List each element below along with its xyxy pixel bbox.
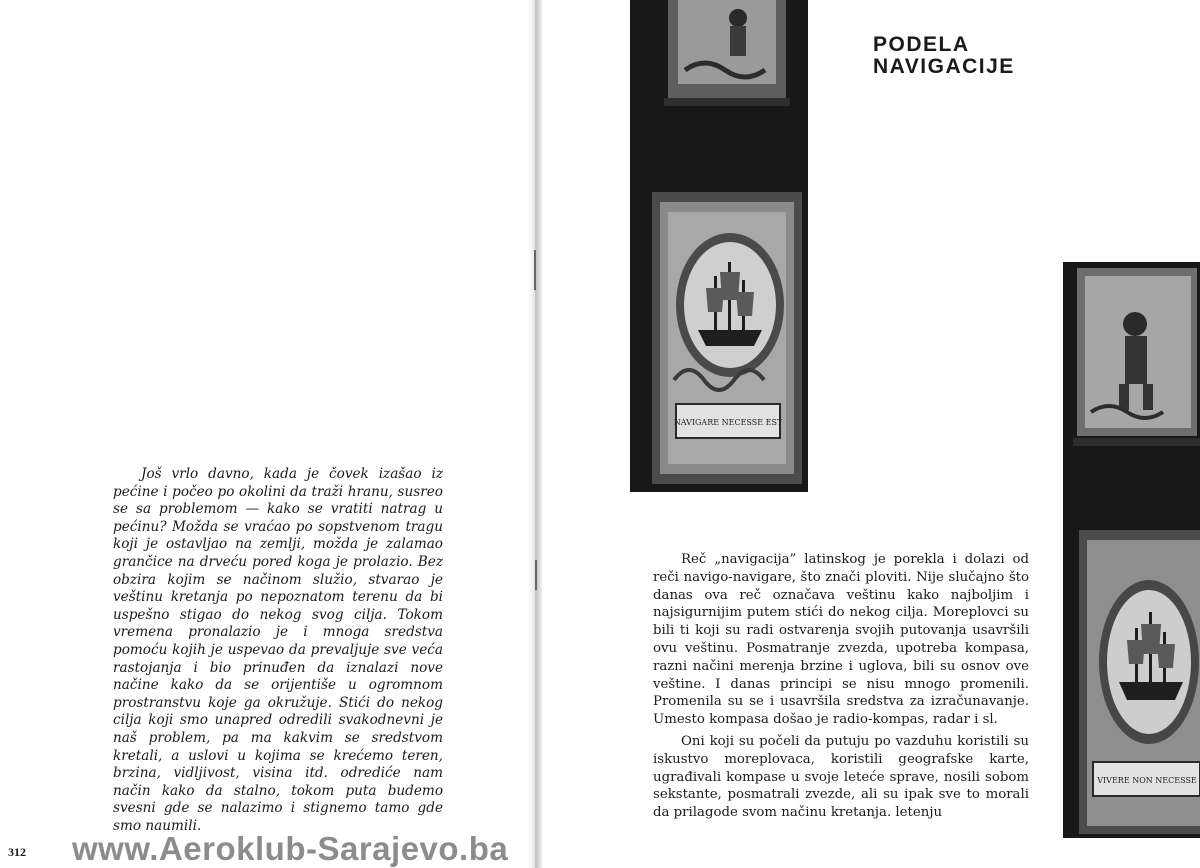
chapter-heading	[873, 34, 1015, 78]
heading-line-2: NAVIGACIJE	[873, 55, 1015, 78]
gutter-mark	[535, 560, 537, 590]
gutter-mark	[534, 250, 536, 290]
engraving-photo-vivere	[1063, 262, 1200, 838]
engraving-photo-navigare	[630, 0, 808, 492]
heading-line-1: PODELA	[873, 33, 970, 56]
right-page-body	[653, 551, 1029, 826]
book-gutter	[528, 0, 542, 868]
body-paragraph-1: Reč „navigacija” latinskog je porekla i dolazi od reči navigo-navigare, što znači ploviti. Nije slučajno što danas ova reč označava veštinu kako najboljim i najsigurnijim putem stići do nekog cilja. Moreplovci su bili ti koji su radi ostvarenja svojih putovanja usavršili ovu veštinu. Posmatranje zvezda, upotreba kompasa, razni načini merenja brzine i uglova, bili su osnov ove veštine. I danas principi se nisu mnogo promenili. Promenila su se i usavršila sredstva za izračunavanje. Umesto kompasa došao je radio-kompas, radar i sl.	[653, 552, 1029, 728]
watermark: www.Aeroklub-Sarajevo.ba	[72, 830, 509, 867]
left-page	[0, 0, 530, 868]
page-number: 312	[8, 845, 26, 859]
plaque-inscription: NAVIGARE NECESSE EST	[673, 418, 783, 427]
body-paragraph-2: Oni koji su počeli da putuju po vazduhu koristili su iskustvo moreplovaca, koristili geografske karte, ugrađivali kompase u svoje leteće sprave, nosili sobom sekstante, posmatrali zvezde, ali su ipak sve to morali da prilagode svom načinu kretanja. letenju	[653, 733, 1029, 821]
intro-paragraph: Još vrlo davno, kada je čovek izašao iz pećine i počeo po okolini da traži hranu, susreo se sa problemom — kako se vratiti natrag u pećinu? Možda se vraćao po sopstvenom tragu koji je ostavljao na zemlji, možda je zalamao grančice na drveću pored koga je prolazio. Bez obzira kojim se načinom služio, stvarao je veštinu kretanja po nepoznatom terenu da bi uspešno stigao do nekog svog cilja. Tokom vremena pronalazio je i mnoga sredstva pomoću kojih je uspevao da prevaljuje sve veća rastojanja i bio prinuđen da iznalazi nove načine kako da se orijentiše u ogromnom prostranstvu koje ga okružuje. Stići do nekog cilja koji smo unapred odredili svakodnevni je naš problem, pa ma kakvim se sredstvom kretali, a uslovi u kojima se krećemo teren, brzina, vidljivost, visina itd. odrediće nam način kako da stalno, tokom puta budemo svesni gde se nalazimo i stignemo tamo gde smo naumili.	[113, 466, 443, 834]
plaque-inscription: VIVERE NON NECESSE	[1097, 776, 1197, 785]
